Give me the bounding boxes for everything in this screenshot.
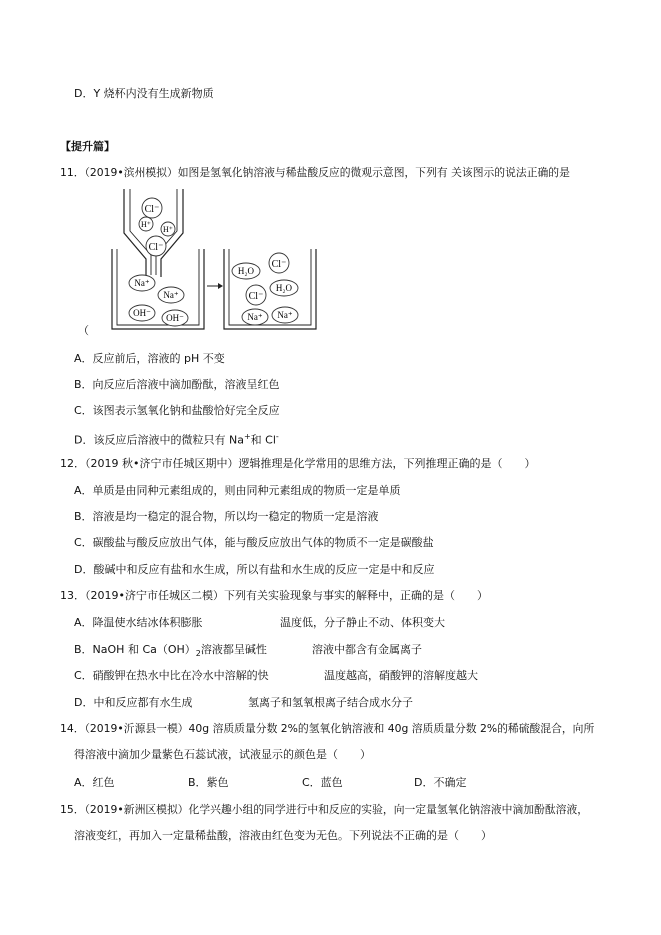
q11-option-d-mid: 和 Cl [250,433,276,447]
ion-label: Cl⁻ [144,204,160,215]
q11-option-c: C．该图表示氢氧化钠和盐酸恰好完全反应 [74,404,280,417]
ion-label: H⁺ [141,220,151,229]
q13-option-a-explanation: 温度低，分子静止不动、体积变大 [280,616,445,629]
q13-option-c-explanation: 温度越高，硝酸钾的溶解度越大 [324,669,478,682]
ion-label: H⁺ [163,225,173,234]
q11-option-a: A．反应前后，溶液的 pH 不变 [74,352,225,365]
arrow-icon [207,283,223,289]
q13-option-d-fact: D．中和反应都有水生成 [74,696,193,709]
q14-option-c: C．蓝色 [302,776,343,789]
q13-option-b-explanation: 溶液中都含有金属离子 [312,643,422,656]
ion-label: Na⁺ [247,312,263,322]
q15-stem: 15．（2019•新洲区模拟）化学兴趣小组的同学进行中和反应的实验，向一定量氢氧化钠溶液中滴加酚酞溶液， [60,803,589,816]
q12-option-a: A．单质是由同种元素组成的，则由同种元素组成的物质一定是单质 [74,484,401,497]
sup-minus: - [275,432,279,441]
section-title: 【提升篇】 [60,140,115,153]
q14-option-a: A．红色 [74,776,115,789]
q13-option-d-explanation: 氢离子和氢氧根离子结合成水分子 [248,696,413,709]
sup-plus: + [243,432,251,441]
q14-option-d: D．不确定 [414,776,467,789]
before-ions [129,275,188,326]
q12-option-b: B．溶液是均一稳定的混合物，所以均一稳定的物质一定是溶液 [74,510,379,523]
ion-label: Cl⁻ [248,291,264,302]
q13-option-b-pre: B．NaOH 和 Ca（OH） [74,643,196,656]
q11-option-d-prefix: D．该反应后溶液中的微粒只有 Na [74,433,244,447]
q13-option-a-fact: A．降温使水结冰体积膨胀 [74,616,203,629]
ion-label: Na⁺ [277,310,293,320]
ion-label: OH⁻ [166,313,184,323]
q14-option-b: B．紫色 [188,776,229,789]
ion-label: H₂O [275,283,293,293]
q11-option-d [74,430,279,448]
q14-stem-cont: 得溶液中滴加少量紫色石蕊试液，试液显示的颜色是（ ） [74,748,371,761]
q15-stem-cont: 溶液变红，再加入一定量稀盐酸，溶液由红色变为无色。下列说法不正确的是（ ） [74,829,492,842]
ion-label: Na⁺ [163,290,179,300]
q12-option-d: D．酸碱中和反应有盐和水生成，所以有盐和水生成的反应一定是中和反应 [74,563,435,576]
after-ions [232,253,298,325]
q11-stem: 11．（2019•滨州模拟）如图是氢氧化钠溶液与稀盐酸反应的微观示意图，下列有 关该图示的说法正确的是 [60,166,570,179]
ion-label: Cl⁻ [271,259,287,270]
subscript-2: 2 [195,649,201,659]
ion-label: Na⁺ [134,278,150,288]
q14-stem: 14．（2019•沂源县一模）40g 溶质质量分数 2%的氢氧化钠溶液和 40g 溶质质量分数 2%的稀硫酸混合，向所 [60,722,595,735]
ion-label: OH⁻ [133,308,151,318]
q13-option-b-fact [74,643,267,661]
q13-stem: 13．（2019•济宁市任城区二模）下列有关实验现象与事实的解释中，正确的是（ ） [60,589,488,602]
q12-stem: 12．（2019 秋•济宁市任城区期中）逻辑推理是化学常用的思维方法，下列推理正确的是（ ） [60,457,536,470]
beaker-before [112,249,204,329]
q12-option-c: C．碳酸盐与酸反应放出气体，能与酸反应放出气体的物质不一定是碳酸盐 [74,536,434,549]
ion-label: H₂O [237,266,255,276]
q13-option-c-fact: C．硝酸钾在热水中比在冷水中溶解的快 [74,669,269,682]
reaction-micro-diagram [104,189,324,335]
q11-paren-open: （ [78,324,89,337]
q10-option-d: D．Y 烧杯内没有生成新物质 [74,87,214,100]
ion-label: Cl⁻ [148,242,164,253]
q13-option-b-post: 溶液都呈碱性 [200,643,267,656]
q11-option-b: B．向反应后溶液中滴加酚酞，溶液呈红色 [74,378,280,391]
